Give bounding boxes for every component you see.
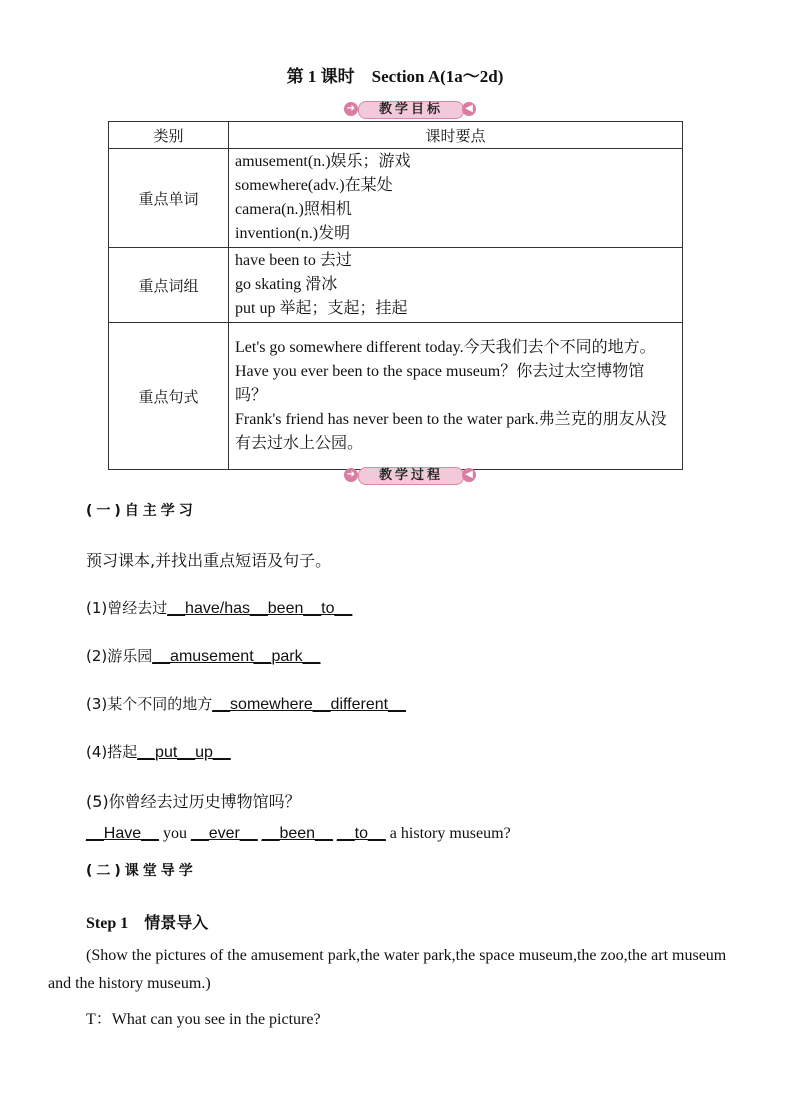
arrow-left-icon: ◀ bbox=[462, 102, 476, 116]
answer-blank: __to__ bbox=[336, 825, 386, 842]
list-item: put up 举起；支起；挂起 bbox=[235, 300, 408, 317]
intro-paragraph: (Show the pictures of the amusement park,the water park,the space museum,the zoo,the art museum and the history museum.) bbox=[48, 947, 727, 992]
answer-blank: __ever__ bbox=[190, 825, 258, 842]
answer-blank: __been__ bbox=[261, 825, 333, 842]
answer-blank: __somewhere__different__ bbox=[212, 696, 406, 713]
question-prompt: (1)曾经去过 bbox=[86, 599, 168, 617]
question-3 bbox=[86, 693, 406, 714]
row-points bbox=[229, 248, 683, 323]
section-label-self-study: (一)自主学习 bbox=[86, 503, 197, 519]
teacher-question: T：What can you see in the picture? bbox=[86, 1011, 321, 1028]
goals-table bbox=[108, 121, 683, 470]
header-category: 类别 bbox=[109, 122, 229, 149]
row-points bbox=[229, 149, 683, 248]
section-label-class-guide: (二)课堂导学 bbox=[86, 863, 197, 879]
question-prompt: (3)某个不同的地方 bbox=[86, 695, 213, 713]
list-item: have been to 去过 bbox=[235, 252, 352, 269]
answer-blank: __put__up__ bbox=[137, 744, 231, 761]
table-row bbox=[109, 248, 683, 323]
list-item: Let's go somewhere different today.今天我们去个不同的地方。 bbox=[235, 339, 656, 356]
intro-text: 预习课本,并找出重点短语及句子。 bbox=[86, 551, 332, 570]
row-category: 重点单词 bbox=[109, 149, 229, 248]
step-heading: Step 1 情景导入 bbox=[86, 915, 209, 932]
question-4 bbox=[86, 741, 231, 762]
list-item: Have you ever been to the space museum？你去过太空博物馆吗？ bbox=[235, 363, 645, 404]
arrow-left-icon: ◀ bbox=[462, 468, 476, 482]
row-category: 重点句式 bbox=[109, 323, 229, 470]
list-item: amusement(n.)娱乐；游戏 bbox=[235, 153, 411, 170]
process-banner bbox=[344, 465, 476, 485]
question-2 bbox=[86, 645, 320, 666]
arrow-right-icon: ➜ bbox=[344, 102, 358, 116]
header-points: 课时要点 bbox=[229, 122, 683, 149]
row-category: 重点词组 bbox=[109, 248, 229, 323]
question-1 bbox=[86, 597, 352, 618]
table-row bbox=[109, 149, 683, 248]
table-row bbox=[109, 323, 683, 470]
list-item: invention(n.)发明 bbox=[235, 225, 351, 242]
question-prompt: (2)游乐园 bbox=[86, 647, 153, 665]
answer-text: you bbox=[158, 825, 191, 842]
list-item: Frank's friend has never been to the water park.弗兰克的朋友从没有去过水上公园。 bbox=[235, 411, 667, 452]
arrow-right-icon: ➜ bbox=[344, 468, 358, 482]
answer-blank: __amusement__park__ bbox=[152, 648, 321, 665]
answer-blank: __have/has__been__to__ bbox=[167, 600, 353, 617]
question-prompt: (4)搭起 bbox=[86, 743, 138, 761]
question-5-answer bbox=[86, 825, 511, 843]
list-item: camera(n.)照相机 bbox=[235, 201, 352, 218]
list-item: somewhere(adv.)在某处 bbox=[235, 177, 393, 194]
answer-blank: __Have__ bbox=[86, 825, 159, 842]
row-points bbox=[229, 323, 683, 470]
goals-banner bbox=[344, 99, 476, 119]
table-header-row bbox=[109, 122, 683, 149]
goals-banner-label: 教学目标 bbox=[378, 102, 443, 117]
page-title: 第 1 课时 Section A(1a～2d) bbox=[286, 67, 504, 86]
question-5-prompt: (5)你曾经去过历史博物馆吗？ bbox=[86, 792, 301, 811]
answer-text: a history museum? bbox=[385, 825, 511, 842]
process-banner-label: 教学过程 bbox=[378, 468, 443, 483]
list-item: go skating 滑冰 bbox=[235, 276, 338, 293]
